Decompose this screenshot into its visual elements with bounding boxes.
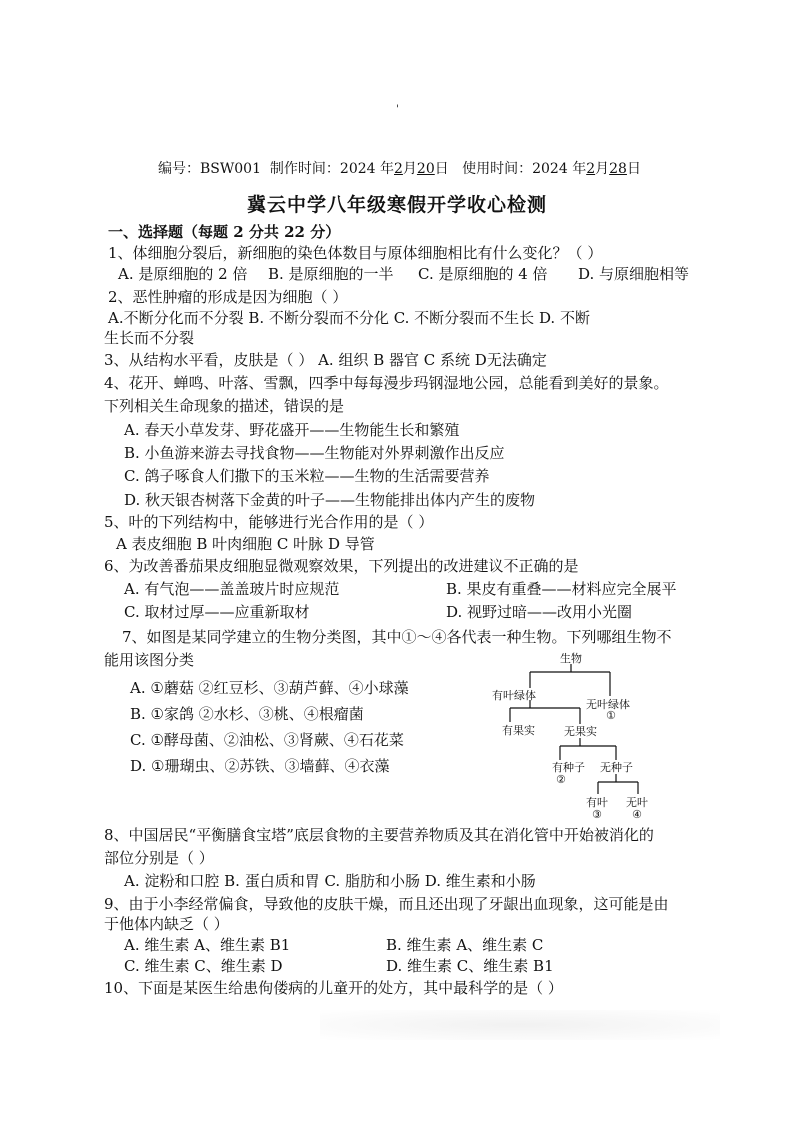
made-end: 日 [434, 161, 449, 177]
q8-stem-2: 部位分别是（ ） [104, 849, 214, 867]
q9-stem-2: 于他体内缺乏（ ） [104, 915, 229, 933]
q7-option-a: A. ①蘑菇 ②红豆杉、③葫芦藓、④小球藻 [130, 679, 409, 697]
exam-title: 冀云中学八年级寒假开学收心检测 [246, 194, 547, 216]
q6-options-row2 [124, 602, 632, 622]
use-day: 28 [609, 161, 627, 177]
exam-meta-line [158, 158, 641, 178]
scan-smudge [320, 1010, 720, 1040]
q4-stem-2: 下列相关生命现象的描述，错误的是 [104, 397, 345, 415]
q7-option-d: D. ①珊瑚虫、②苏铁、③墙藓、④衣藻 [130, 757, 390, 775]
use-end: 日 [626, 161, 641, 177]
q3-stem: 3、从结构水平看，皮肤是（ ） A. 组织 B 器官 C 系统 D无法确定 [104, 351, 547, 369]
q8-stem: 8、中国居民“平衡膳食宝塔”底层食物的主要营养物质及其在消化管中开始被消化的 [104, 826, 654, 844]
q2-options-wrap: 生长而不分裂 [104, 329, 195, 347]
q6-stem: 6、为改善番茄果皮细胞显微观察效果，下列提出的改进建议不正确的是 [104, 557, 579, 575]
q1-option-d: D. 与原细胞相等 [578, 265, 690, 283]
q5-options: A 表皮细胞 B 叶肉细胞 C 叶脉 D 导管 [116, 535, 375, 553]
made-month: 2 [394, 161, 403, 177]
q1-option-c: C. 是原细胞的 4 倍 [418, 265, 548, 283]
q4-option-d: D. 秋天银杏树落下金黄的叶子——生物能排出体内产生的废物 [124, 491, 536, 509]
q2-stem: 2、恶性肿瘤的形成是因为细胞（ ） [108, 288, 348, 306]
made-label: 制作时间：2024 年 [269, 161, 394, 177]
tree-node-no-leaf: 无叶 [626, 796, 648, 809]
use-label: 使用时间：2024 年 [462, 161, 587, 177]
q6-option-d: D. 视野过暗——改用小光圈 [446, 603, 633, 621]
tree-root-label: 生物 [560, 652, 582, 665]
tree-number-1: ① [606, 709, 616, 722]
q4-option-c: C. 鸽子啄食人们撒下的玉米粒——生物的生活需要营养 [124, 467, 490, 485]
classification-tree-diagram [480, 648, 700, 820]
section-heading: 一、选择题（每题 2 分共 22 分） [108, 223, 341, 241]
q7-stem-2: 能用该图分类 [104, 651, 195, 669]
q6-option-a: A. 有气泡——盖盖玻片时应规范 [124, 580, 340, 598]
code-value: BSW001 [200, 161, 261, 177]
q4-option-b: B. 小鱼游来游去寻找食物——生物能对外界刺激作出反应 [124, 444, 505, 462]
q4-option-a: A. 春天小草发芽、野花盛开——生物能生长和繁殖 [124, 421, 460, 439]
q1-option-b: B. 是原细胞的一半 [268, 265, 394, 283]
q4-stem: 4、花开、蝉鸣、叶落、雪飘，四季中每每漫步玛钢湿地公园，总能看到美好的景象。 [104, 374, 669, 392]
q9-option-c: C. 维生素 C、维生素 D [124, 957, 283, 975]
q1-stem: 1、体细胞分裂后，新细胞的染色体数目与原体细胞相比有什么变化？（ ） [108, 244, 603, 262]
q9-option-b: B. 维生素 A、维生素 C [386, 936, 544, 954]
q9-options-row1 [124, 935, 543, 955]
q9-option-d: D. 维生素 C、维生素 B1 [386, 957, 554, 975]
q1-option-a: A. 是原细胞的 2 倍 [118, 265, 248, 283]
tree-node-no-chloroplast: 无叶绿体 [586, 698, 630, 711]
tree-node-with-leaf: 有叶 [586, 796, 608, 809]
q7-stem: 7、如图是某同学建立的生物分类图，其中①～④各代表一种生物。下列哪组生物不 [122, 628, 672, 646]
q9-option-a: A. 维生素 A、维生素 B1 [124, 936, 291, 954]
q5-stem: 5、叶的下列结构中，能够进行光合作用的是（ ） [104, 513, 434, 531]
tree-number-4: ④ [632, 808, 642, 820]
q2-options-line: A.不断分化而不分裂 B. 不断分裂而不分化 C. 不断分裂而不生长 D. 不断 [108, 309, 590, 327]
q6-option-b: B. 果皮有重叠——材料应完全展平 [446, 580, 677, 598]
tree-node-with-seed: 有种子 [552, 761, 585, 774]
q7-option-c: C. ①酵母菌、②油松、③肾蕨、④石花菜 [130, 731, 404, 749]
tree-number-2: ② [556, 773, 566, 786]
q8-options: A. 淀粉和口腔 B. 蛋白质和胃 C. 脂肪和小肠 D. 维生素和小肠 [124, 872, 536, 890]
tree-node-no-fruit: 无果实 [564, 725, 597, 738]
tree-node-no-seed: 无种子 [600, 761, 633, 774]
q1-options [118, 264, 689, 284]
q9-options-row2 [124, 956, 554, 976]
scan-mark: ' [396, 104, 399, 115]
q6-options-row1 [124, 579, 677, 599]
tree-number-3: ③ [592, 808, 602, 820]
q9-stem: 9、由于小李经常偏食，导致他的皮肤干燥，而且还出现了牙龈出血现象，这可能是由 [104, 895, 669, 913]
q10-stem: 10、下面是某医生给患佝偻病的儿童开的处方，其中最科学的是（ ） [104, 979, 563, 997]
made-mid: 月 [402, 161, 417, 177]
code-label: 编号： [158, 161, 200, 177]
q6-option-c: C. 取材过厚——应重新取材 [124, 603, 310, 621]
made-day: 20 [416, 161, 435, 177]
use-mid: 月 [595, 161, 610, 177]
q7-option-b: B. ①家鸽 ②水杉、③桃、④根瘤菌 [130, 705, 364, 723]
tree-node-with-fruit: 有果实 [502, 724, 535, 737]
tree-node-with-chloroplast: 有叶绿体 [492, 689, 536, 702]
use-month: 2 [586, 161, 596, 177]
